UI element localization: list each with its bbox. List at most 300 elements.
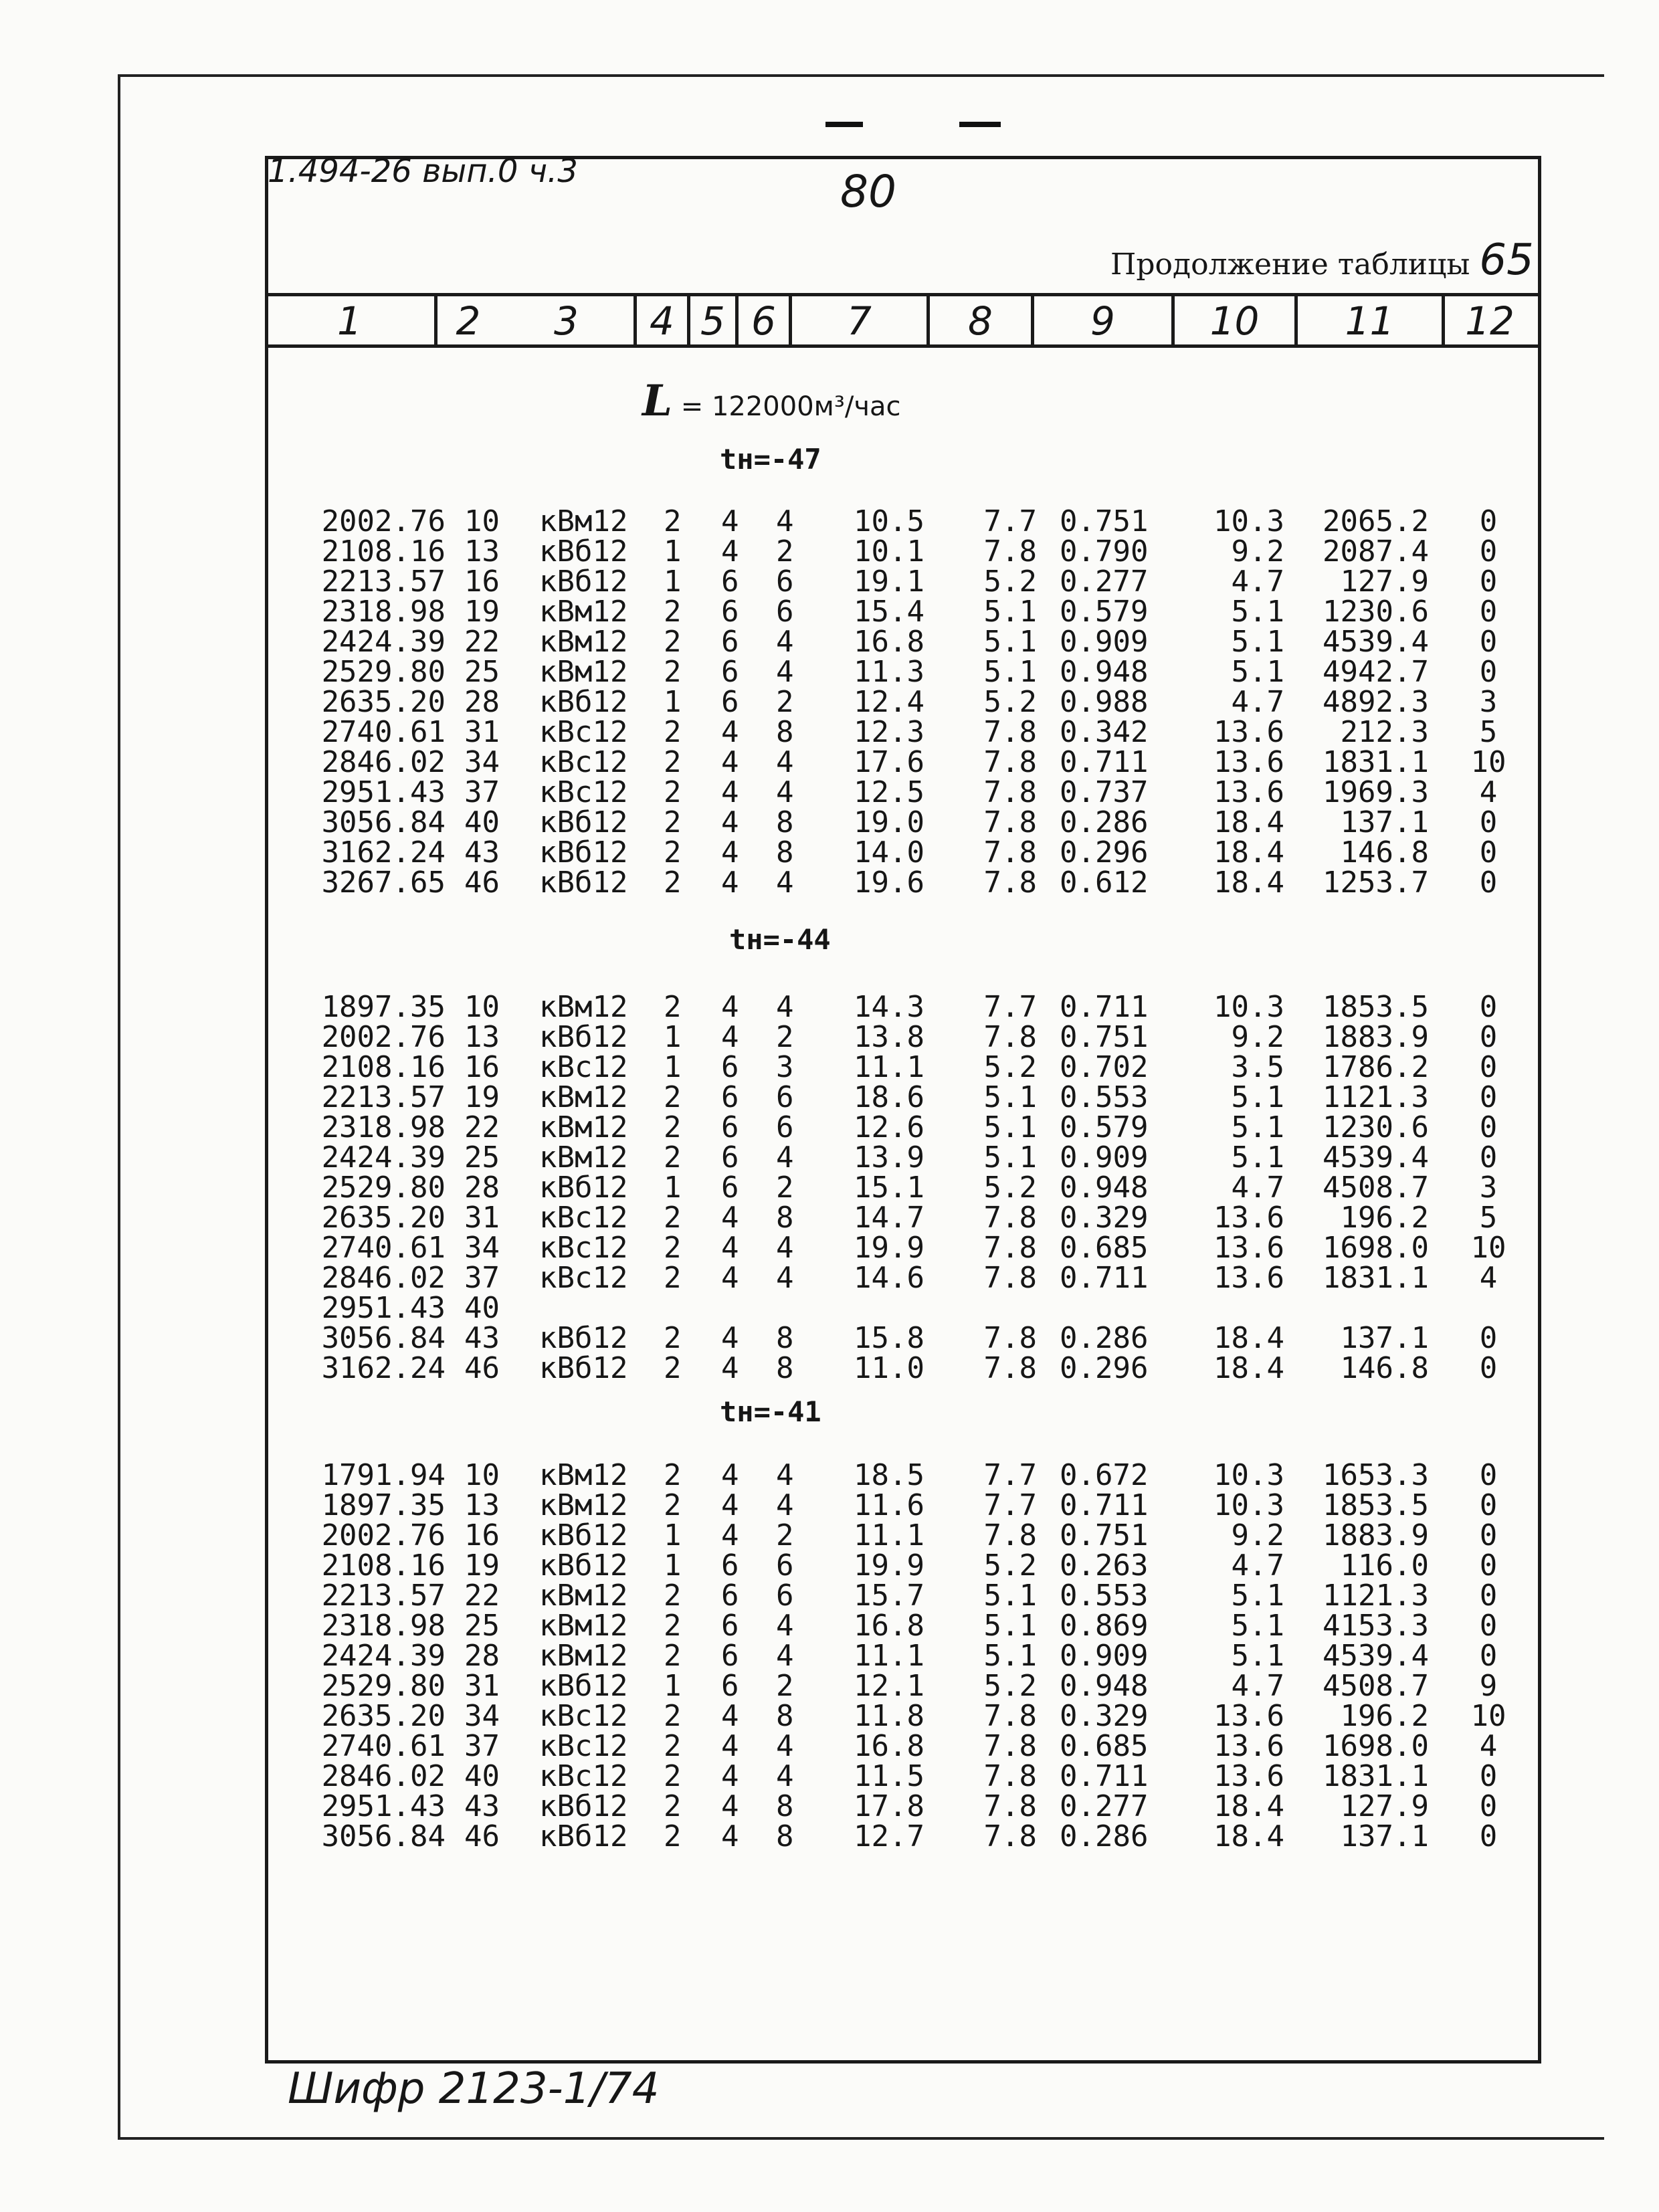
cell-col-11: 4508.7 <box>1323 1171 1429 1205</box>
cell-col-10: 13.6 <box>1213 1699 1284 1733</box>
cell-col-5: 4 <box>721 1020 739 1054</box>
table-row <box>0 835 1659 870</box>
cell-col-10: 13.6 <box>1213 1729 1284 1763</box>
cell-col-7: 15.4 <box>854 595 924 629</box>
cell-col-11: 4539.4 <box>1323 1639 1429 1673</box>
cell-col-2: 16 <box>464 1518 500 1552</box>
cell-col-5: 4 <box>721 1201 739 1235</box>
cell-col-6: 8 <box>776 1321 794 1355</box>
cell-col-11: 212.3 <box>1340 715 1429 749</box>
column-header-12: 12 <box>1465 298 1515 344</box>
cell-col-9: 0.751 <box>1060 1020 1149 1054</box>
cell-col-8: 7.8 <box>983 1759 1037 1793</box>
cell-col-7: 13.9 <box>854 1140 924 1175</box>
cell-col-11: 1883.9 <box>1323 1518 1429 1552</box>
table-row <box>0 567 1659 597</box>
cell-col-8: 7.8 <box>983 866 1037 900</box>
cell-col-7: 15.7 <box>854 1579 924 1613</box>
table-row <box>0 1140 1659 1175</box>
cell-col-2: 13 <box>464 1488 500 1522</box>
cell-col-2: 28 <box>464 1171 500 1205</box>
cell-col-3: кВс12 <box>539 1201 628 1235</box>
cell-col-9: 0.711 <box>1060 1488 1149 1522</box>
cell-col-3: кВс12 <box>539 1050 628 1084</box>
cell-col-3: кВм12 <box>539 1488 628 1522</box>
cell-col-1: 2002.76 <box>321 1020 446 1054</box>
cell-col-3: кВб12 <box>539 1819 628 1853</box>
cell-col-6: 4 <box>776 1759 794 1793</box>
cell-col-5: 6 <box>721 595 739 629</box>
cell-col-12: 0 <box>1479 1759 1498 1793</box>
cell-col-9: 0.711 <box>1060 990 1149 1024</box>
cell-col-6: 6 <box>776 1080 794 1114</box>
cell-col-11: 1698.0 <box>1323 1729 1429 1763</box>
cell-col-2: 16 <box>464 1050 500 1084</box>
column-header-7: 7 <box>792 296 930 344</box>
cell-col-5: 4 <box>721 745 739 779</box>
cell-col-10: 18.4 <box>1213 1819 1284 1853</box>
cell-col-12: 0 <box>1479 1789 1498 1823</box>
cell-col-6: 4 <box>776 1458 794 1492</box>
cell-col-9: 0.685 <box>1060 1729 1149 1763</box>
cell-col-10: 18.4 <box>1213 805 1284 839</box>
cell-col-11: 1230.6 <box>1323 1110 1429 1144</box>
cell-col-1: 2424.39 <box>321 1140 446 1175</box>
cell-col-1: 2108.16 <box>321 1050 446 1084</box>
section-title: tн=-41 <box>720 1395 821 1428</box>
cell-col-4: 2 <box>664 1819 682 1853</box>
table-row <box>0 1611 1659 1641</box>
cell-col-2: 13 <box>464 534 500 569</box>
cell-col-2: 37 <box>464 775 500 809</box>
cell-col-11: 1853.5 <box>1323 990 1429 1024</box>
cell-col-8: 7.8 <box>983 1699 1037 1733</box>
cell-col-12: 0 <box>1479 1548 1498 1583</box>
cell-col-2: 37 <box>464 1729 500 1763</box>
cell-col-1: 2108.16 <box>321 1548 446 1583</box>
cell-col-8: 7.8 <box>983 1351 1037 1385</box>
cell-col-4: 2 <box>664 1579 682 1613</box>
cell-col-4: 2 <box>664 1789 682 1823</box>
cell-col-12: 5 <box>1479 715 1498 749</box>
table-row <box>0 1458 1659 1492</box>
cell-col-4: 2 <box>664 1080 682 1114</box>
cell-col-2: 22 <box>464 625 500 659</box>
cell-col-9: 0.579 <box>1060 1110 1149 1144</box>
table-row <box>0 1729 1659 1763</box>
cell-col-10: 4.7 <box>1231 565 1284 599</box>
cell-col-11: 4539.4 <box>1323 1140 1429 1175</box>
cell-col-2: 10 <box>464 504 500 538</box>
cell-col-4: 1 <box>664 1171 682 1205</box>
cell-col-10: 13.6 <box>1213 1231 1284 1265</box>
cell-col-3: кВб12 <box>539 1518 628 1552</box>
cell-col-7: 18.5 <box>854 1458 924 1492</box>
cell-col-7: 11.8 <box>854 1699 924 1733</box>
flow-equals: = <box>680 391 704 422</box>
cell-col-11: 1230.6 <box>1323 595 1429 629</box>
cell-col-8: 5.2 <box>983 1669 1037 1703</box>
cell-col-7: 15.1 <box>854 1171 924 1205</box>
cell-col-3: кВс12 <box>539 1261 628 1295</box>
cell-col-2: 40 <box>464 1759 500 1793</box>
cell-col-4: 2 <box>664 1140 682 1175</box>
cell-col-7: 19.1 <box>854 565 924 599</box>
cell-col-3: кВб12 <box>539 1789 628 1823</box>
cell-col-5: 4 <box>721 805 739 839</box>
table-row <box>0 1669 1659 1703</box>
cell-col-12: 0 <box>1479 534 1498 569</box>
cell-col-11: 137.1 <box>1340 1321 1429 1355</box>
cell-col-11: 1786.2 <box>1323 1050 1429 1084</box>
cell-col-3: кВм12 <box>539 595 628 629</box>
table-row <box>0 1699 1659 1733</box>
cell-col-7: 19.9 <box>854 1548 924 1583</box>
table-row <box>0 534 1659 569</box>
cell-col-3: кВм12 <box>539 655 628 689</box>
cell-col-4: 1 <box>664 565 682 599</box>
cell-col-3: кВс12 <box>539 1729 628 1763</box>
cell-col-3: кВб12 <box>539 805 628 839</box>
cell-col-9: 0.737 <box>1060 775 1149 809</box>
table-row <box>0 1518 1659 1552</box>
cell-col-12: 0 <box>1479 565 1498 599</box>
cell-col-11: 1831.1 <box>1323 1759 1429 1793</box>
column-header-1: 1 <box>265 296 437 344</box>
cell-col-9: 0.869 <box>1060 1609 1149 1643</box>
cell-col-5: 4 <box>721 866 739 900</box>
cell-col-11: 1121.3 <box>1323 1080 1429 1114</box>
cell-col-6: 8 <box>776 805 794 839</box>
cell-col-2: 31 <box>464 715 500 749</box>
cell-col-1: 3056.84 <box>321 1819 446 1853</box>
cell-col-9: 0.711 <box>1060 745 1149 779</box>
cell-col-3: кВб12 <box>539 1020 628 1054</box>
continuation-text: Продолжение таблицы <box>1110 247 1470 282</box>
cell-col-1: 2529.80 <box>321 1669 446 1703</box>
cell-col-1: 2213.57 <box>321 1579 446 1613</box>
cell-col-8: 7.8 <box>983 1321 1037 1355</box>
table-row <box>0 1351 1659 1385</box>
cell-col-11: 137.1 <box>1340 805 1429 839</box>
cell-col-1: 2635.20 <box>321 1699 446 1733</box>
cell-col-4: 2 <box>664 775 682 809</box>
cell-col-7: 14.6 <box>854 1261 924 1295</box>
table-row <box>0 1789 1659 1823</box>
cell-col-6: 8 <box>776 1819 794 1853</box>
cell-col-2: 34 <box>464 1231 500 1265</box>
cell-col-9: 0.296 <box>1060 1351 1149 1385</box>
cell-col-11: 4153.3 <box>1323 1609 1429 1643</box>
cell-col-1: 2951.43 <box>321 1789 446 1823</box>
cell-col-3: кВб12 <box>539 1351 628 1385</box>
flow-symbol: L <box>642 376 672 426</box>
cell-col-2: 19 <box>464 1080 500 1114</box>
cell-col-11: 196.2 <box>1340 1201 1429 1235</box>
cell-col-5: 4 <box>721 775 739 809</box>
cell-col-4: 2 <box>664 805 682 839</box>
cell-col-12: 5 <box>1479 1201 1498 1235</box>
cell-col-4: 1 <box>664 1518 682 1552</box>
cell-col-6: 8 <box>776 1201 794 1235</box>
cell-col-4: 2 <box>664 1231 682 1265</box>
cell-col-5: 4 <box>721 715 739 749</box>
cell-col-2: 43 <box>464 1321 500 1355</box>
cell-col-8: 7.8 <box>983 534 1037 569</box>
cell-col-6: 8 <box>776 835 794 870</box>
cell-col-4: 1 <box>664 1050 682 1084</box>
cell-col-10: 5.1 <box>1231 1140 1284 1175</box>
column-header-6: 6 <box>739 296 792 344</box>
cell-col-10: 5.1 <box>1231 1639 1284 1673</box>
cell-col-12: 0 <box>1479 805 1498 839</box>
cell-col-9: 0.553 <box>1060 1579 1149 1613</box>
cell-col-8: 5.2 <box>983 1171 1037 1205</box>
cell-col-10: 18.4 <box>1213 835 1284 870</box>
cell-col-9: 0.286 <box>1060 805 1149 839</box>
cell-col-12: 0 <box>1479 990 1498 1024</box>
cell-col-12: 3 <box>1479 1171 1498 1205</box>
cell-col-1: 2529.80 <box>321 1171 446 1205</box>
cell-col-1: 2740.61 <box>321 1231 446 1265</box>
cell-col-2: 31 <box>464 1201 500 1235</box>
cell-col-10: 13.6 <box>1213 1759 1284 1793</box>
cell-col-7: 11.5 <box>854 1759 924 1793</box>
cell-col-2: 34 <box>464 745 500 779</box>
cell-col-11: 1883.9 <box>1323 1020 1429 1054</box>
cell-col-9: 0.579 <box>1060 595 1149 629</box>
cell-col-5: 6 <box>721 1548 739 1583</box>
table-row <box>0 1080 1659 1114</box>
cell-col-7: 12.7 <box>854 1819 924 1853</box>
cell-col-7: 17.8 <box>854 1789 924 1823</box>
cell-col-5: 4 <box>721 534 739 569</box>
cell-col-10: 13.6 <box>1213 775 1284 809</box>
cell-col-10: 18.4 <box>1213 1351 1284 1385</box>
table-row <box>0 1488 1659 1522</box>
cell-col-6: 4 <box>776 1231 794 1265</box>
top-dash-left <box>825 122 863 127</box>
cell-col-10: 5.1 <box>1231 625 1284 659</box>
cell-col-7: 18.6 <box>854 1080 924 1114</box>
cell-col-4: 1 <box>664 534 682 569</box>
cell-col-5: 4 <box>721 1699 739 1733</box>
cell-col-10: 9.2 <box>1231 534 1284 569</box>
cell-col-6: 8 <box>776 1699 794 1733</box>
cell-col-7: 12.3 <box>854 715 924 749</box>
cell-col-2: 10 <box>464 990 500 1024</box>
cell-col-9: 0.711 <box>1060 1759 1149 1793</box>
cell-col-9: 0.751 <box>1060 504 1149 538</box>
cell-col-2: 46 <box>464 1819 500 1853</box>
table-row <box>0 868 1659 898</box>
cell-col-6: 4 <box>776 625 794 659</box>
cell-col-6: 2 <box>776 685 794 719</box>
cell-col-1: 2846.02 <box>321 1261 446 1295</box>
cell-col-10: 5.1 <box>1231 1110 1284 1144</box>
column-header-3: 3 <box>499 296 637 344</box>
cell-col-8: 7.8 <box>983 805 1037 839</box>
top-dash-right <box>959 122 1001 127</box>
cell-col-9: 0.909 <box>1060 1140 1149 1175</box>
cell-col-10: 5.1 <box>1231 595 1284 629</box>
cell-col-6: 8 <box>776 1351 794 1385</box>
cell-col-7: 16.8 <box>854 1609 924 1643</box>
cell-col-9: 0.948 <box>1060 1171 1149 1205</box>
cell-col-4: 2 <box>664 1639 682 1673</box>
cell-col-3: кВб12 <box>539 835 628 870</box>
cell-col-10: 13.6 <box>1213 745 1284 779</box>
cell-col-12: 4 <box>1479 1261 1498 1295</box>
cell-col-5: 6 <box>721 1171 739 1205</box>
cell-col-7: 11.3 <box>854 655 924 689</box>
cell-col-4: 2 <box>664 990 682 1024</box>
section-title: tн=-44 <box>729 923 831 956</box>
cell-col-12: 0 <box>1479 835 1498 870</box>
cell-col-7: 17.6 <box>854 745 924 779</box>
cell-col-8: 7.8 <box>983 715 1037 749</box>
cell-col-10: 5.1 <box>1231 1609 1284 1643</box>
cell-col-2: 22 <box>464 1110 500 1144</box>
cell-col-1: 2318.98 <box>321 595 446 629</box>
cell-col-12: 0 <box>1479 1518 1498 1552</box>
cell-col-5: 4 <box>721 1458 739 1492</box>
cell-col-5: 6 <box>721 1080 739 1114</box>
cell-col-9: 0.948 <box>1060 1669 1149 1703</box>
cell-col-1: 3056.84 <box>321 805 446 839</box>
cell-col-11: 1653.3 <box>1323 1458 1429 1492</box>
cell-col-7: 12.5 <box>854 775 924 809</box>
cell-col-4: 2 <box>664 715 682 749</box>
cell-col-4: 2 <box>664 1729 682 1763</box>
cell-col-12: 9 <box>1479 1669 1498 1703</box>
cell-col-1: 3162.24 <box>321 1351 446 1385</box>
cell-col-2: 25 <box>464 1609 500 1643</box>
cell-col-4: 2 <box>664 504 682 538</box>
cell-col-10: 4.7 <box>1231 1548 1284 1583</box>
cell-col-1: 2002.76 <box>321 504 446 538</box>
cell-col-3: кВм12 <box>539 1639 628 1673</box>
cell-col-3: кВм12 <box>539 1110 628 1144</box>
cell-col-5: 4 <box>721 1351 739 1385</box>
cell-col-10: 5.1 <box>1231 655 1284 689</box>
cell-col-5: 6 <box>721 1140 739 1175</box>
cell-col-5: 4 <box>721 1759 739 1793</box>
cell-col-7: 19.0 <box>854 805 924 839</box>
cell-col-8: 7.8 <box>983 835 1037 870</box>
cell-col-8: 5.2 <box>983 565 1037 599</box>
table-row <box>0 685 1659 719</box>
column-header-row <box>265 293 1541 348</box>
cell-col-10: 5.1 <box>1231 1579 1284 1613</box>
cell-col-9: 0.612 <box>1060 866 1149 900</box>
page-number: 80 <box>840 166 896 217</box>
cell-col-3: кВс12 <box>539 1231 628 1265</box>
cell-col-8: 7.7 <box>983 1488 1037 1522</box>
cell-col-4: 2 <box>664 595 682 629</box>
cell-col-8: 7.7 <box>983 504 1037 538</box>
cell-col-11: 127.9 <box>1340 565 1429 599</box>
cell-col-4: 2 <box>664 1351 682 1385</box>
cell-col-5: 4 <box>721 504 739 538</box>
cell-col-12: 0 <box>1479 1819 1498 1853</box>
cell-col-4: 2 <box>664 655 682 689</box>
table-row <box>0 745 1659 779</box>
cell-col-7: 12.4 <box>854 685 924 719</box>
cell-col-2: 19 <box>464 1548 500 1583</box>
cell-col-4: 2 <box>664 1261 682 1295</box>
cell-col-2: 40 <box>464 1291 500 1325</box>
cell-col-12: 0 <box>1479 595 1498 629</box>
cell-col-10: 13.6 <box>1213 715 1284 749</box>
cell-col-3: кВс12 <box>539 715 628 749</box>
cell-col-12: 0 <box>1479 655 1498 689</box>
cell-col-12: 0 <box>1479 1609 1498 1643</box>
cell-col-12: 4 <box>1479 775 1498 809</box>
cell-col-10: 4.7 <box>1231 1669 1284 1703</box>
cell-col-11: 4539.4 <box>1323 625 1429 659</box>
cell-col-6: 2 <box>776 534 794 569</box>
cell-col-5: 4 <box>721 1819 739 1853</box>
cell-col-1: 2002.76 <box>321 1518 446 1552</box>
cell-col-10: 18.4 <box>1213 1789 1284 1823</box>
cell-col-9: 0.277 <box>1060 565 1149 599</box>
cell-col-7: 19.6 <box>854 866 924 900</box>
cell-col-2: 13 <box>464 1020 500 1054</box>
cell-col-9: 0.751 <box>1060 1518 1149 1552</box>
cell-col-11: 4508.7 <box>1323 1669 1429 1703</box>
cell-col-8: 5.1 <box>983 1639 1037 1673</box>
cell-col-12: 0 <box>1479 1351 1498 1385</box>
cell-col-2: 22 <box>464 1579 500 1613</box>
cell-col-1: 2529.80 <box>321 655 446 689</box>
cell-col-9: 0.286 <box>1060 1819 1149 1853</box>
cell-col-5: 6 <box>721 1579 739 1613</box>
cell-col-12: 0 <box>1479 1080 1498 1114</box>
cell-col-11: 196.2 <box>1340 1699 1429 1733</box>
cell-col-1: 2740.61 <box>321 1729 446 1763</box>
cell-col-5: 4 <box>721 1488 739 1522</box>
cell-col-8: 5.1 <box>983 595 1037 629</box>
cell-col-10: 9.2 <box>1231 1020 1284 1054</box>
cell-col-6: 6 <box>776 1579 794 1613</box>
cell-col-1: 2740.61 <box>321 715 446 749</box>
cell-col-1: 2951.43 <box>321 1291 446 1325</box>
cell-col-8: 5.1 <box>983 1609 1037 1643</box>
cell-col-4: 2 <box>664 1699 682 1733</box>
cell-col-3: кВм12 <box>539 1579 628 1613</box>
table-row <box>0 655 1659 689</box>
cell-col-7: 11.1 <box>854 1050 924 1084</box>
cell-col-2: 19 <box>464 595 500 629</box>
cell-col-9: 0.296 <box>1060 835 1149 870</box>
cell-col-11: 4892.3 <box>1323 685 1429 719</box>
cell-col-8: 7.8 <box>983 1729 1037 1763</box>
cell-col-2: 43 <box>464 1789 500 1823</box>
cell-col-4: 1 <box>664 1548 682 1583</box>
cell-col-11: 1253.7 <box>1323 866 1429 900</box>
cell-col-3: кВс12 <box>539 1699 628 1733</box>
cell-col-2: 16 <box>464 565 500 599</box>
cell-col-9: 0.988 <box>1060 685 1149 719</box>
cell-col-5: 4 <box>721 1261 739 1295</box>
cell-col-9: 0.702 <box>1060 1050 1149 1084</box>
cell-col-9: 0.286 <box>1060 1321 1149 1355</box>
cell-col-12: 0 <box>1479 866 1498 900</box>
cell-col-1: 2318.98 <box>321 1110 446 1144</box>
cell-col-6: 4 <box>776 1488 794 1522</box>
cell-col-7: 13.8 <box>854 1020 924 1054</box>
